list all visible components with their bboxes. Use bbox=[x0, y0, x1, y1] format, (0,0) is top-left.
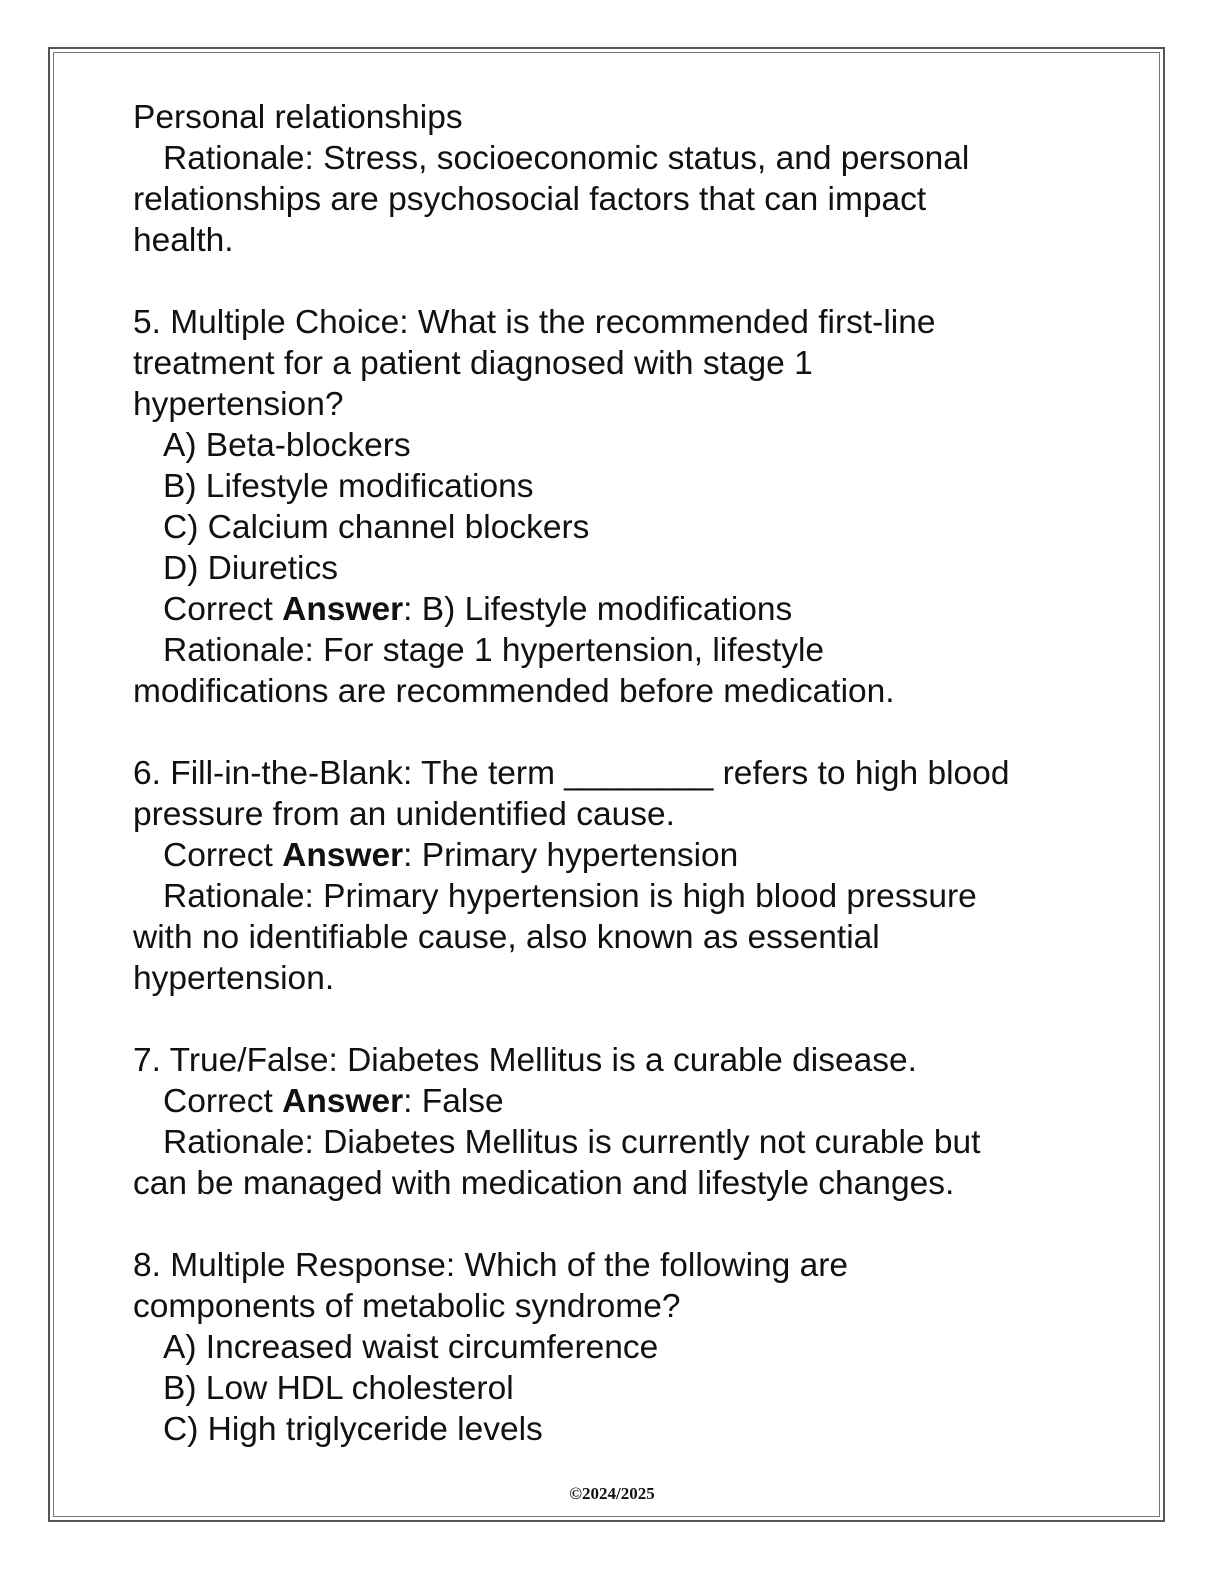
option-a: A) Increased waist circumference bbox=[163, 1329, 659, 1366]
answer-word: Answer bbox=[282, 837, 404, 874]
correct-answer-line bbox=[133, 835, 1093, 876]
rationale-line: Rationale: For stage 1 hypertension, lifestyle bbox=[163, 632, 825, 669]
answer-word: Answer bbox=[282, 1083, 404, 1120]
correct-prefix: Correct bbox=[163, 837, 283, 874]
rationale-line: Rationale: Diabetes Mellitus is currently not curable but bbox=[163, 1124, 981, 1161]
rationale-line: relationships are psychosocial factors that can impact bbox=[133, 181, 927, 218]
rationale-line: hypertension. bbox=[133, 960, 335, 997]
option-a: A) Beta-blockers bbox=[163, 427, 411, 464]
rationale-line: Rationale: Primary hypertension is high blood pressure bbox=[163, 878, 977, 915]
rationale-line: can be managed with medication and lifestyle changes. bbox=[133, 1165, 955, 1202]
spacer bbox=[133, 1204, 1093, 1245]
question-7-text: 7. True/False: Diabetes Mellitus is a curable disease. bbox=[133, 1042, 917, 1079]
question-5-text: 5. Multiple Choice: What is the recommended first-line bbox=[133, 304, 936, 341]
question-5-text: hypertension? bbox=[133, 386, 344, 423]
question-8-text: components of metabolic syndrome? bbox=[133, 1288, 681, 1325]
question-6-text: 6. Fill-in-the-Blank: The term ________ refers to high blood bbox=[133, 755, 1010, 792]
correct-prefix: Correct bbox=[163, 591, 283, 628]
spacer bbox=[133, 261, 1093, 302]
correct-prefix: Correct bbox=[163, 1083, 283, 1120]
option-line: Personal relationships bbox=[133, 99, 463, 136]
question-6-text: pressure from an unidentified cause. bbox=[133, 796, 675, 833]
rationale-line: Rationale: Stress, socioeconomic status, and personal bbox=[163, 140, 970, 177]
option-c: C) High triglyceride levels bbox=[163, 1411, 543, 1448]
answer-word: Answer bbox=[282, 591, 404, 628]
copyright-footer: ©2024/2025 bbox=[569, 1484, 655, 1503]
spacer bbox=[133, 712, 1093, 753]
correct-value: : B) Lifestyle modifications bbox=[403, 591, 793, 628]
document-body bbox=[133, 97, 1093, 1450]
option-d: D) Diuretics bbox=[163, 550, 338, 587]
correct-value: : False bbox=[403, 1083, 504, 1120]
option-b: B) Lifestyle modifications bbox=[163, 468, 534, 505]
question-8-text: 8. Multiple Response: Which of the following are bbox=[133, 1247, 849, 1284]
spacer bbox=[133, 999, 1093, 1040]
rationale-line: health. bbox=[133, 222, 234, 259]
question-5-text: treatment for a patient diagnosed with stage 1 bbox=[133, 345, 813, 382]
option-b: B) Low HDL cholesterol bbox=[163, 1370, 514, 1407]
correct-answer-line bbox=[133, 1081, 1093, 1122]
correct-answer-line bbox=[133, 589, 1093, 630]
correct-value: : Primary hypertension bbox=[403, 837, 739, 874]
option-c: C) Calcium channel blockers bbox=[163, 509, 590, 546]
rationale-line: modifications are recommended before medication. bbox=[133, 673, 895, 710]
rationale-line: with no identifiable cause, also known as essential bbox=[133, 919, 880, 956]
